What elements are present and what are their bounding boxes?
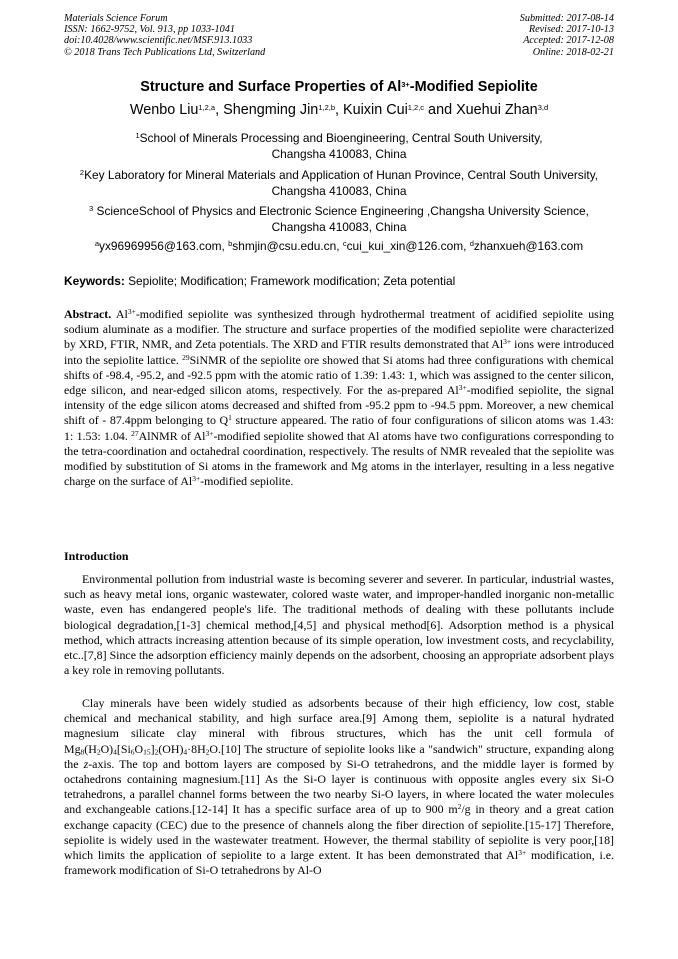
subscript: 2 — [154, 747, 159, 757]
paragraph-text: O) — [100, 741, 114, 756]
superscript: 3+ — [518, 847, 527, 857]
paragraph-text: Clay minerals have been widely studied as adsorbents because of their high efficiency, low cost, stable chemical and mechanical stability, and high surface area.[9] Among them, sepiolite is a natural hydrated magnesium silicate clay mineral with fibrous structures, which has the unit cell formula of Mg — [64, 696, 614, 756]
subscript: 2 — [205, 747, 210, 757]
abstract-text: -modified sepiolite showed that Al atoms have two configurations corresponding to the tetra-coordination and octahedral coordination, respectively. The results of NMR revealed that the sepiolite was modified by substitution of Si atoms in the framework and Mg atoms in the interlayer, resulting in a less negative charge on the surface of Al — [64, 428, 614, 489]
abstract-text: Al — [111, 307, 128, 321]
email-address: cui_kui_xin@126.com, — [346, 239, 470, 253]
affiliation-2 — [56, 167, 622, 199]
title-text-end: -Modified Sepiolite — [409, 79, 538, 95]
paragraph-text: ] — [150, 741, 155, 756]
title-text: Structure and Surface Properties of Al — [140, 79, 402, 95]
author-separator: , — [335, 102, 343, 118]
superscript: 1 — [228, 413, 232, 423]
paragraph-text: [Si — [116, 741, 131, 756]
paragraph-text: /g in theory and a great cation exchange capacity (CEC) due to the presence of channels along the fiber direction of sepiolite.[15-17] Therefore, sepiolite is widely used in the wastewater treatment. However, the thermal stability of sepiolite is very poor,[18] which limits the application of sepiolite to a large extent. It has been demonstrated that Al — [64, 802, 614, 863]
superscript: 2 — [457, 802, 462, 812]
abstract-text: structure appeared. The ratio of four configurations of silicon atoms was 1.43: 1: 1.53: 1.04. — [64, 413, 614, 443]
superscript: 29 — [182, 352, 190, 362]
author-affil-mark: 3,d — [537, 102, 549, 112]
email-mark: d — [469, 238, 474, 248]
paragraph-text: -axis. The top and bottom layers are composed by Si-O tetrahedrons, and the middle layer is formed by octahedrons containing magnesium.[11] As the Si-O layer is continuous with opposite angles every six Si-O tetrahedrons, a parallel channel forms between the two nearby Si-O layers, in where located the water molecules and exchangeable cations.[12-14] It has a specific surface area of up to 900 m — [64, 756, 614, 817]
author-name: Kuixin Cui — [343, 102, 408, 118]
author-separator: and — [424, 102, 457, 118]
email-address: shmjin@csu.edu.cn, — [232, 239, 343, 253]
abstract-text: SiNMR of the sepiolite ore showed that Si atoms had three configurations with chemical shifts of -98.4, -95.2, and -92.5 ppm with the atomic ratio of 1.39: 1.43: 1, which was assigned to the center silicon, edge silicon, and near-edged silicon atoms, respectively. For the as-prepared Al — [64, 352, 614, 398]
publication-dates — [520, 13, 614, 58]
abstract-text: ions were introduced into the sepiolite lattice. — [64, 337, 614, 367]
journal-info — [64, 13, 265, 58]
affiliation-line: Key Laboratory for Mineral Materials and Application of Hunan Province, Central South University, — [84, 168, 599, 182]
author-affil-mark: 1,2,b — [318, 102, 335, 112]
affiliation-1 — [56, 130, 622, 162]
paragraph-text: (OH) — [158, 741, 184, 756]
email-address: zhanxueh@163.com — [473, 239, 584, 253]
affiliation-line: Changsha 410083, China — [271, 184, 407, 198]
author-emails — [0, 238, 678, 254]
subscript: 8 — [80, 747, 85, 757]
author-affil-mark: 1,2,a — [198, 102, 216, 112]
keywords — [64, 273, 616, 289]
email-mark: c — [342, 238, 347, 248]
intro-paragraph-2 — [64, 696, 614, 878]
paragraph-text: O — [134, 741, 144, 756]
doi-line: doi:10.4028/www.scientific.net/MSF.913.1033 — [64, 35, 253, 47]
superscript: 3+ — [205, 428, 214, 438]
subscript: 2 — [96, 747, 101, 757]
subscript: 4 — [113, 747, 117, 757]
paragraph-text: modification, i.e. framework modification of Si-O tetrahedrons by Al-O — [64, 848, 614, 878]
affiliation-mark: 2 — [79, 167, 85, 177]
submitted-date: Submitted: 2017-08-14 — [519, 13, 614, 24]
email-address: yx96969956@163.com, — [99, 239, 229, 253]
abstract-text: -modified sepiolite, the signal intensity of the edge silicon atoms decreased and shifted from -95.2 ppm to -94.5 ppm. Moreover, a new chemical shift of - 87.4ppm belonging to Q — [64, 383, 614, 428]
affiliation-mark: 3 — [89, 203, 94, 213]
intro-paragraph-1: Environmental pollution from industrial waste is becoming severer and severer. In particular, industrial wastes, such as heavy metal ions, organic wastewater, colored waste water, and improper-handled inorganic non-metallic waste, even has endangered people's life. The traditional methods of dealing with these pollutants include biological degradation,[1-3] chemical method,[4,5] and physical method[6]. Adsorption method is a physical method, which attracts increasing attention because of its simple operation, low investment costs, and recyclability, etc..[7,8] Since the adsorption efficiency mainly depends on the adsorbent, choosing an appropriate adsorbent plays a key role in removing pollutants. — [64, 572, 614, 678]
author-name: Shengming Jin — [223, 102, 319, 118]
revised-date: Revised: 2017-10-13 — [528, 24, 614, 36]
author-list — [0, 101, 678, 119]
subscript: 6 — [130, 747, 135, 757]
paragraph-text: O.[10] The structure of sepiolite looks like a "sandwich" structure, expanding along the — [64, 741, 614, 771]
issn-line: ISSN: 1662-9752, Vol. 913, pp 1033-1041 — [64, 24, 235, 36]
paper-title — [0, 79, 678, 96]
journal-name: Materials Science Forum — [64, 13, 168, 24]
keywords-label: Keywords: — [64, 274, 125, 288]
italic-axis-label: z — [83, 756, 89, 771]
accepted-date: Accepted: 2017-12-08 — [523, 35, 614, 47]
affiliation-line: School of Minerals Processing and Bioengineering, Central South University, — [139, 131, 543, 145]
abstract-text: -modified sepiolite was synthesized through hydrothermal treatment of acidified sepiolite using sodium aluminate as a modifier. The structure and surface properties of the modified sepiolite were characterized by XRD, FTIR, NMR, and Zeta potentials. The XRD and FTIR results demonstrated that Al — [64, 307, 614, 352]
subscript: 15 — [143, 747, 151, 757]
abstract-text: AlNMR of Al — [138, 428, 206, 443]
paragraph-text: (H — [84, 741, 97, 756]
keywords-list: Sepiolite; Modification; Framework modification; Zeta potential — [124, 274, 456, 288]
affiliation-3 — [56, 203, 622, 235]
affiliation-mark: 1 — [135, 130, 140, 140]
abstract-label: Abstract. — [64, 307, 112, 321]
author-name: Wenbo Liu — [129, 102, 199, 118]
email-mark: b — [228, 238, 233, 248]
subscript: 4 — [183, 747, 188, 757]
abstract — [64, 307, 614, 489]
paragraph-text: ·8H — [187, 741, 206, 756]
affiliation-line: Changsha 410083, China — [271, 220, 407, 234]
affiliation-line: Changsha 410083, China — [271, 147, 407, 161]
copyright-line: © 2018 Trans Tech Publications Ltd, Switzerland — [64, 46, 266, 58]
abstract-text: -modified sepiolite. — [200, 474, 294, 489]
online-date: Online: 2018-02-21 — [532, 46, 614, 58]
superscript: 3+ — [192, 474, 201, 484]
email-mark: a — [94, 238, 100, 248]
author-name: Xuehui Zhan — [456, 102, 538, 118]
superscript: 3+ — [127, 306, 136, 316]
superscript: 3+ — [503, 337, 512, 347]
superscript: 3+ — [458, 382, 467, 392]
superscript: 27 — [131, 428, 139, 438]
affiliation-line: ScienceSchool of Physics and Electronic Science Engineering ,Changsha University Science, — [93, 204, 589, 218]
author-separator: , — [215, 102, 224, 118]
section-heading-introduction: Introduction — [64, 549, 129, 563]
author-affil-mark: 1,2,c — [407, 102, 425, 112]
title-superscript: 3+ — [401, 79, 410, 89]
